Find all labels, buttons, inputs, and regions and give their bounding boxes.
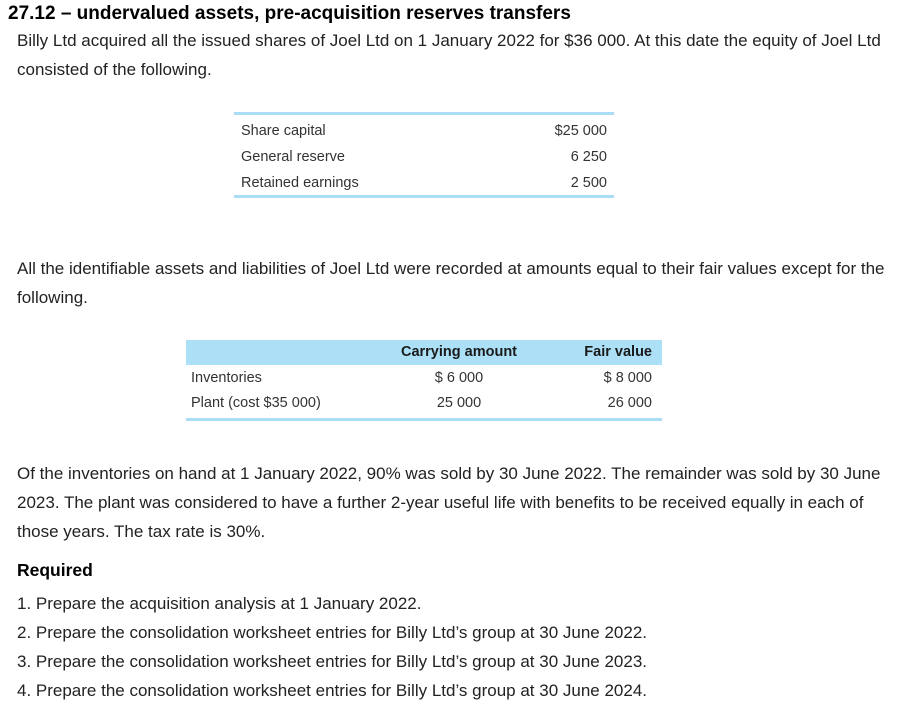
fair-value-paragraph: All the identifiable assets and liabilities of Joel Ltd were recorded at amounts equal to their fair values except for the following. <box>17 259 885 307</box>
list-item: 4. Prepare the consolidation worksheet entries for Billy Ltd’s group at 30 June 2024. <box>17 681 648 700</box>
table-header-row <box>186 340 662 365</box>
asset-item: Inventories <box>191 370 262 386</box>
table-row <box>234 143 614 169</box>
header-fair-value: Fair value <box>584 344 652 360</box>
equity-table <box>234 112 614 198</box>
header-carrying-amount: Carrying amount <box>400 344 517 360</box>
intro-paragraph: Billy Ltd acquired all the issued shares of Joel Ltd on 1 January 2022 for $36 000. At this date the equity of Joel Ltd consisted of the following. <box>17 31 881 79</box>
equity-value: 2 500 <box>570 175 607 191</box>
list-item: 2. Prepare the consolidation worksheet entries for Billy Ltd’s group at 30 June 2022. <box>17 623 648 642</box>
equity-label: General reserve <box>241 149 345 165</box>
asset-table <box>186 340 662 421</box>
table-row <box>234 169 614 195</box>
equity-value: 6 250 <box>570 149 607 165</box>
equity-value: $25 000 <box>554 123 607 139</box>
question-title: 27.12 – undervalued assets, pre-acquisition reserves transfers <box>8 3 571 24</box>
equity-label: Share capital <box>241 123 326 139</box>
equity-label: Retained earnings <box>241 175 359 191</box>
list-item: 1. Prepare the acquisition analysis at 1 January 2022. <box>17 594 422 613</box>
details-paragraph: Of the inventories on hand at 1 January 2022, 90% was sold by 30 June 2022. The remainder was sold by 30 June 2023. The plant was considered to have a further 2-year useful life with benefits to be received equally in each of those years. The tax rate is 30%. <box>17 464 881 541</box>
asset-item: Plant (cost $35 000) <box>191 395 321 411</box>
asset-fair: 26 000 <box>607 395 652 411</box>
table-row <box>186 365 662 390</box>
asset-carrying: $ 6 000 <box>434 370 484 386</box>
asset-carrying: 25 000 <box>436 395 482 411</box>
table-row <box>234 117 614 143</box>
required-list <box>17 589 647 705</box>
required-heading: Required <box>17 560 93 580</box>
table-row <box>186 390 662 418</box>
asset-fair: $ 8 000 <box>603 370 652 386</box>
list-item: 3. Prepare the consolidation worksheet entries for Billy Ltd’s group at 30 June 2023. <box>17 652 648 671</box>
